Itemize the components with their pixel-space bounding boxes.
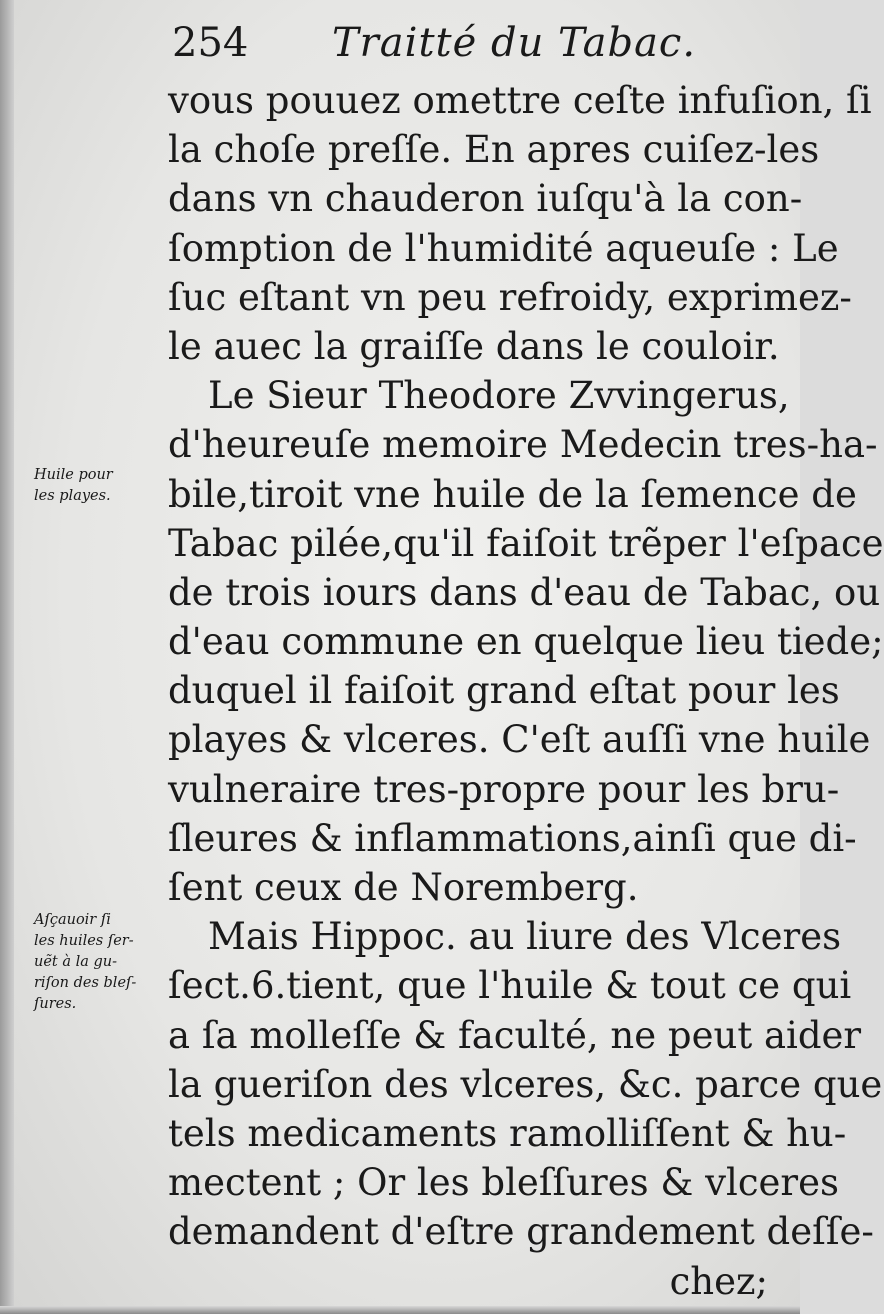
running-title: Traitté du Tabac. <box>332 20 697 66</box>
text-line: la choſe preſſe. En apres cuiſez-les <box>168 128 820 172</box>
margin-note-line: uẽt à la gu- <box>34 954 118 970</box>
page-bottom-shadow <box>0 1306 800 1314</box>
text-line: de trois iours dans d'eau de Tabac, ou <box>168 570 881 614</box>
margin-note-line: Aſçauoir ſi <box>34 912 111 928</box>
text-line: ſent ceux de Noremberg. <box>168 866 639 909</box>
text-line: ſect.6.tient, que l'huile & tout ce qui <box>168 964 852 1008</box>
text-line: vous pouuez omettre ceſte infuſion, ſi <box>168 79 872 122</box>
text-line: ſuc eſtant vn peu refroidy, exprimez- <box>168 275 852 319</box>
margin-note-line: les playes. <box>34 488 111 504</box>
margin-note-line: riſon des bleſ- <box>34 975 137 991</box>
body-text <box>168 76 884 1306</box>
margin-note-line: Huile pour <box>34 467 113 483</box>
text-line: tels medicaments ramolliſſent & hu- <box>168 1111 847 1155</box>
page-number: 254 <box>172 20 249 66</box>
text-line: Mais Hippoc. au liure des Vlceres <box>208 915 842 959</box>
text-line: chez; <box>669 1259 768 1303</box>
page-gutter-shadow <box>0 0 14 1314</box>
text-line: ſleures & inflammations,ainſi que di- <box>168 816 857 860</box>
text-line: Le Sieur Theodore Zvvingerus, <box>208 374 790 418</box>
text-line: d'eau commune en quelque lieu tiede; <box>168 620 884 664</box>
text-line: la gueriſon des vlceres, &c. parce que <box>168 1062 883 1106</box>
text-line: a ſa molleſſe & faculté, ne peut aider <box>168 1013 862 1057</box>
text-line: vulneraire tres-propre pour les bru- <box>168 767 840 811</box>
margin-note-oils-healing <box>34 910 174 1015</box>
text-line: demandent d'eſtre grandement deſſe- <box>168 1210 874 1254</box>
margin-note-line: les huiles ſer- <box>34 933 134 949</box>
margin-note-oil-wounds <box>34 465 174 507</box>
text-line: mectent ; Or les bleſſures & vlceres <box>168 1161 840 1205</box>
text-line: bile,tiroit vne huile de la ſemence de <box>168 472 857 516</box>
text-line: playes & vlceres. C'eſt auſſi vne huile <box>168 718 871 762</box>
text-line: Tabac pilée,qu'il faiſoit trẽper l'eſpace <box>168 521 884 565</box>
text-line: d'heureuſe memoire Medecin tres-ha- <box>168 423 878 467</box>
text-line: duquel il faiſoit grand eſtat pour les <box>168 669 840 713</box>
margin-note-line: ſures. <box>34 996 77 1012</box>
text-line: le auec la graiſſe dans le couloir. <box>168 324 780 368</box>
text-line: ſomption de l'humidité aqueuſe : Le <box>168 226 839 270</box>
text-line: dans vn chauderon iuſqu'à la con- <box>168 177 803 221</box>
page-header <box>172 18 792 68</box>
